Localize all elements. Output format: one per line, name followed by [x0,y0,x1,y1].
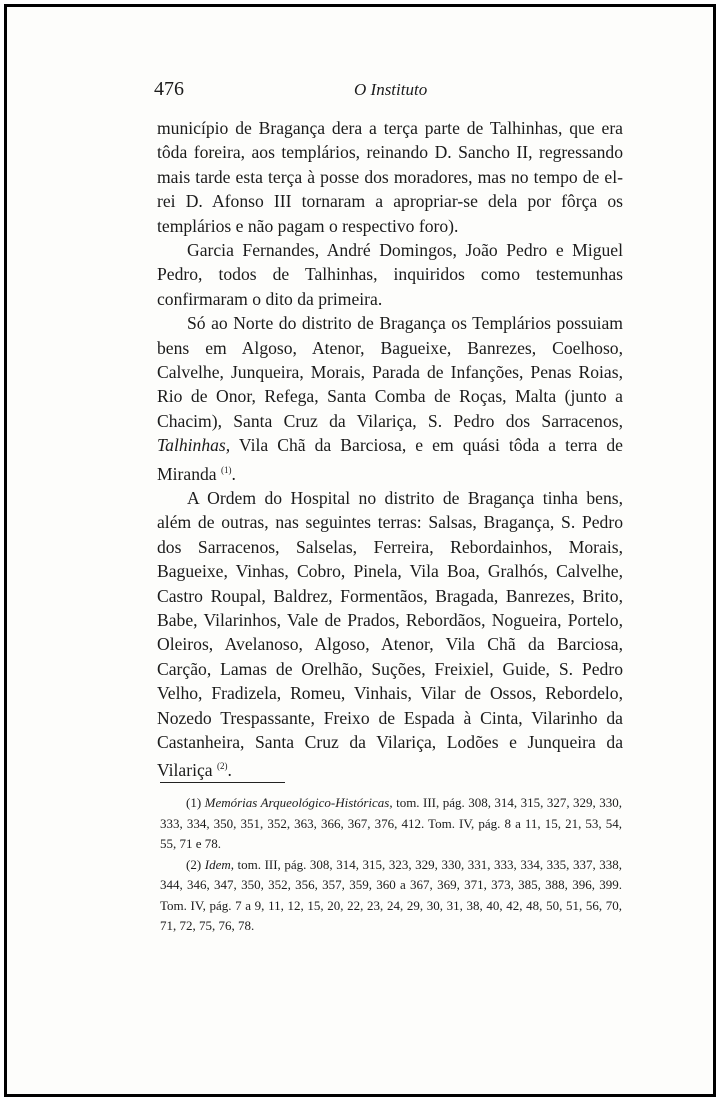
paragraph-4-end: . [227,760,232,781]
page-number: 476 [154,78,184,100]
footnote-2 [160,855,622,937]
footnote-1-marker: (1) [186,795,202,810]
footnote-ref-2[interactable]: (2) [217,761,228,772]
footnotes [160,793,622,937]
footnote-separator [160,782,285,783]
footnote-1 [160,793,622,855]
paragraph-3-end: . [231,463,236,484]
paragraph-3-italic: Talhinhas, [157,435,231,456]
running-title: O Instituto [354,80,428,99]
paragraph-2: Garcia Fernandes, André Domingos, João Pedro e Miguel Pedro, todos de Talhinhas, inquiridos como testemunhas confirmaram o dito da primeira. [157,240,623,309]
footnote-2-text: tom. III, pág. 308, 314, 315, 323, 329, 330, 331, 333, 334, 335, 337, 338, 344, 346, 347, 350, 352, 356, 357, 359, 360 a 367, 369, 371, 373, 385, 388, 396, 399. Tom. IV, pág. 7 a 9, 11, 12, 15, 20, 22, 23, 24, 29, 30, 31, 38, 40, 42, 48, 50, 51, 56, 70, 71, 72, 75, 76, 78. [160,856,623,933]
footnote-2-marker: (2) [186,856,202,872]
paragraph-3 [157,311,623,486]
footnote-ref-1[interactable]: (1) [221,464,232,475]
page-header [154,78,624,104]
footnote-1-title: Memórias Arqueológico-Históricas, [204,795,393,810]
paragraph-4-text: A Ordem do Hospital no distrito de Bragança tinha bens, além de outras, nas seguintes terras: Salsas, Bragança, S. Pedro dos Sarracenos, Salselas, Ferreira, Rebordainhos, Morais, Bagueixe, Vinhas, Cobro, Pinela, Vila Boa, Gralhós, Calvelhe, Castro Roupal, Baldrez, Formentãos, Bragada, Banrezes, Brito, Babe, Vilarinhos, Vale de Prados, Rebordãos, Nogueira, Portelo, Oleiros, Avelanoso, Algoso, Atenor, Vila Chã da Barciosa, Carção, Lamas de Orelhão, Suções, Freixiel, Guide, S. Pedro Velho, Fradizela, Romeu, Vinhais, Vilar de Ossos, Rebordelo, Nozedo Trespassante, Freixo de Espada à Cinta, Vilarinho da Castanheira, Santa Cruz da Vilariça, Lodões e Junqueira da Vilariça [157,487,623,781]
footnote-1-text: tom. III, pág. 308, 314, 315, 327, 329, 330, 333, 334, 350, 351, 352, 363, 366, 367, 376, 412. Tom. IV, pág. 8 a 11, 15, 21, 53, 54, 55, 71 e 78. [160,795,623,851]
body-text [157,116,623,783]
paragraph-1: município de Bragança dera a terça parte de Talhinhas, que era tôda foreira, aos templários, reinando D. Sancho II, regressando mais tarde esta terça à posse dos moradores, mas no tempo de el-rei D. Afonso III tornaram a apropriar-se dela por fôrça os templários e não pagam o respectivo foro). [157,118,623,236]
paragraph-3-text: Só ao Norte do distrito de Bragança os Templários possuiam bens em Algoso, Atenor, Bagueixe, Banrezes, Coelhoso, Calvelhe, Junqueira, Morais, Parada de Infanções, Penas Roias, Rio de Onor, Refega, Santa Comba de Roças, Malta (junto a Chacim), Santa Cruz da Vilariça, S. Pedro dos Sarracenos, [157,313,623,431]
paragraph-3-text-cont: Vila Chã da Barciosa, e em quási tôda a terra de Miranda [157,435,623,484]
footnote-2-title: Idem, [204,856,234,872]
paragraph-4 [157,486,623,783]
